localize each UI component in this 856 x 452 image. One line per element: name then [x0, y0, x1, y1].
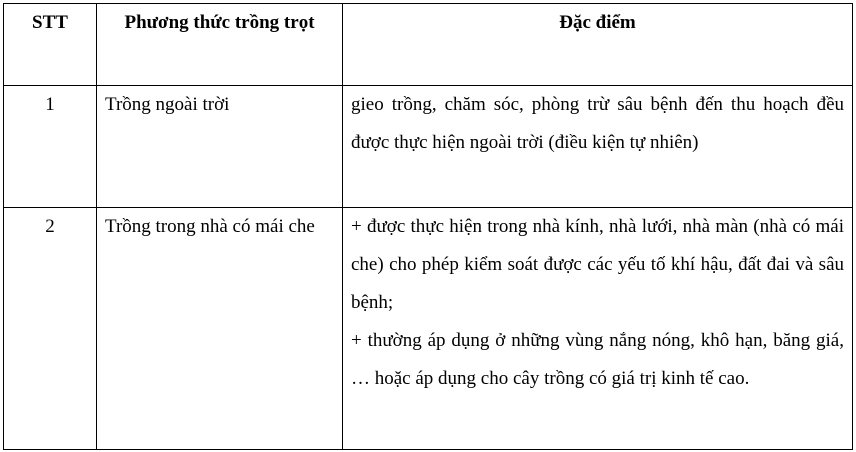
- row-features: [343, 208, 853, 450]
- feature-paragraph: gieo trồng, chăm sóc, phòng trừ sâu bệnh đến thu hoạch đều được thực hiện ngoài trời (điều kiện tự nhiên): [351, 94, 844, 153]
- row-features: [343, 86, 853, 208]
- feature-paragraph: + được thực hiện trong nhà kính, nhà lưới, nhà màn (nhà có mái che) cho phép kiểm soát được các yếu tố khí hậu, đất đai và sâu bệnh;: [351, 216, 844, 313]
- header-features: Đặc điểm: [343, 4, 853, 86]
- table-header-row: [4, 4, 853, 86]
- header-method: Phương thức trồng trọt: [97, 4, 343, 86]
- cultivation-methods-table: [3, 3, 853, 450]
- table-row: [4, 86, 853, 208]
- feature-paragraph: + thường áp dụng ở những vùng nắng nóng, khô hạn, băng giá, … hoặc áp dụng cho cây trồng có giá trị kinh tế cao.: [351, 330, 844, 389]
- row-method: Trồng trong nhà có mái che: [97, 208, 343, 450]
- row-stt: 2: [4, 208, 97, 450]
- header-stt: STT: [4, 4, 97, 86]
- row-stt: 1: [4, 86, 97, 208]
- row-method: Trồng ngoài trời: [97, 86, 343, 208]
- table-row: [4, 208, 853, 450]
